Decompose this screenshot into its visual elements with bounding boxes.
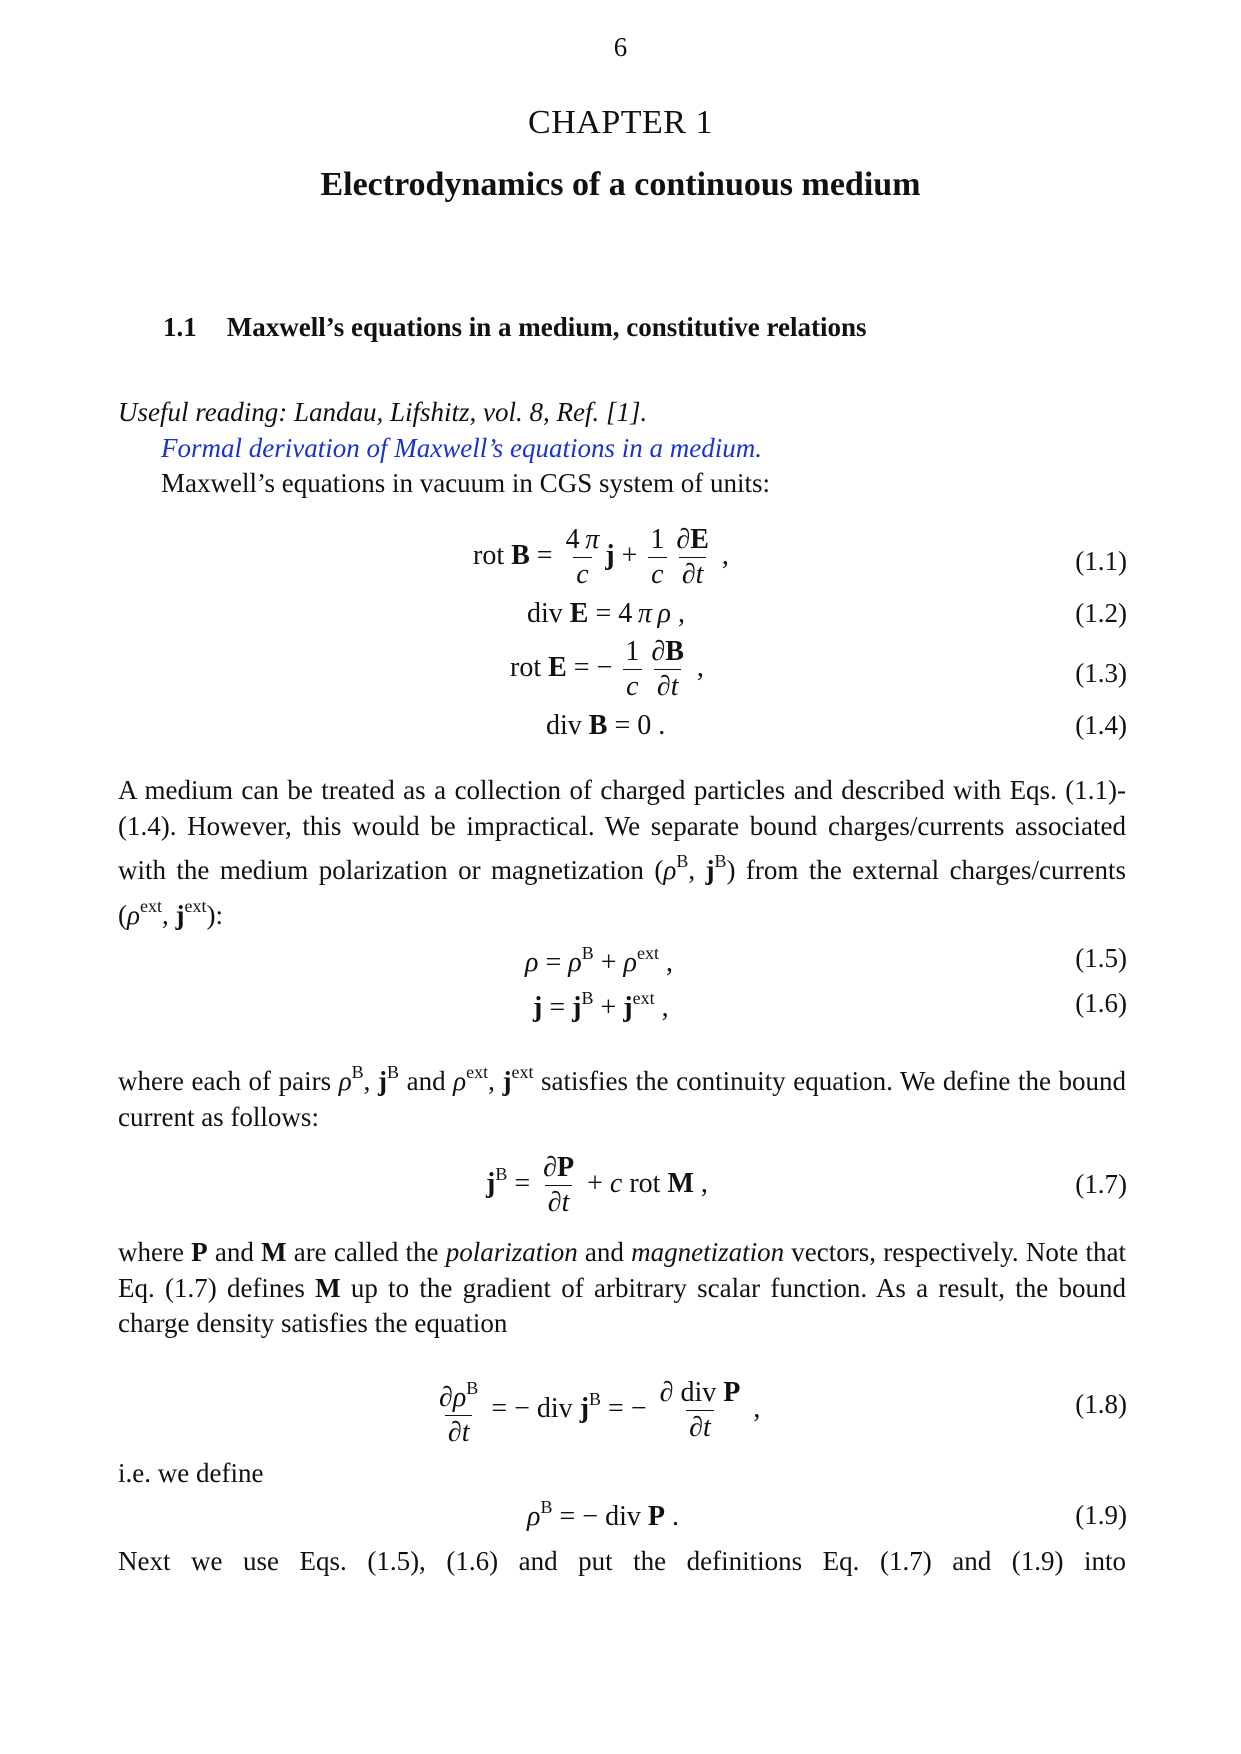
- chapter-label: CHAPTER 1: [528, 104, 713, 141]
- medium-text-a: A medium can be treated as a collection of charged particles and described with Eqs. (1.1)-(1.4). However, this would be impractical. We separate bound charges/currents associated with the medium polarization or magnetization (: [118, 775, 1126, 885]
- equation-1-8: $\frac{\partial\rho^B}{\partial t}$ = − div $j^B$ = − $\frac{\text{∂ div P}}{\partial t}$ ,: [439, 1377, 761, 1448]
- paragraph-polarization: where P and M are called the polarization and magnetization vectors, respectively. Note that Eq. (1.7) defines M up to the gradient of arbitrary scalar function. As a result, the bound charge density satisfies the equation: [118, 1237, 1127, 1338]
- intro-block: [118, 395, 1126, 502]
- derivation-link[interactable]: Formal derivation of Maxwell’s equations in a medium.: [161, 432, 762, 463]
- paragraph-continuity: where each of pairs $\rho^B$, $j^B$ and $\rho^{ext}$, $j^{ext}$ satisfies the continuity equation. We define the bound current as follows:: [118, 1062, 1126, 1132]
- pm-text-d: up to the gradient of arbitrary scalar function. As a result, the bound charge density satisfies the equation: [118, 1272, 1126, 1338]
- pm-text-a: where: [118, 1237, 192, 1267]
- equation-1-7: $j^B$ = $\frac{\partial P}{\partial t}$ + c rot M ,: [486, 1152, 708, 1218]
- section-title: Maxwell’s equations in a medium, constitutive relations: [226, 312, 867, 342]
- equation-number: (1.9): [1075, 1500, 1127, 1530]
- pm-text-c: vectors, respectively. Note that Eq. (1.7) defines: [118, 1237, 1127, 1303]
- equation-1-9: $\rho^B$ = − div P .: [527, 1497, 679, 1532]
- pm-text-and2: and: [577, 1237, 632, 1267]
- equation-number: (1.2): [1075, 598, 1127, 628]
- equation-number: (1.5): [1075, 943, 1127, 973]
- equation-number: (1.1): [1075, 546, 1127, 576]
- useful-reading: Useful reading: Landau, Lifshitz, vol. 8, Ref. [1].: [118, 397, 648, 427]
- section-number: 1.1: [163, 312, 197, 342]
- polarization-term: polarization: [445, 1237, 578, 1267]
- pm-text-b: are called the: [286, 1237, 446, 1267]
- page-number: 6: [613, 32, 628, 62]
- define-text: i.e. we define: [118, 1458, 264, 1488]
- chapter-title: Electrodynamics of a continuous medium: [320, 166, 921, 203]
- vacuum-intro: Maxwell’s equations in vacuum in CGS system of units:: [161, 468, 770, 498]
- equation-1-3: rot E = − $\frac{1}{c}$ $\frac{\partial B}{\partial t}$ ,: [510, 636, 704, 702]
- equation-number: (1.7): [1075, 1169, 1127, 1199]
- equation-1-5: $\rho = \rho^B + \rho^{ext}$ ,: [525, 943, 673, 978]
- section-heading: [163, 312, 867, 343]
- paragraph-medium: A medium can be treated as a collection of charged particles and described with Eqs. (1.1)-(1.4). However, this would be impractical. We separate bound charges/currents associated with the medium polarization or magnetization ($\rho^B$, $j^B$) from the external charges/currents ($\rho^{ext}$, $j^{ext}$):: [118, 775, 1126, 930]
- equation-1-6: $j = j^B + j^{ext}$ ,: [533, 988, 669, 1023]
- paragraph-next: Next we use Eqs. (1.5), (1.6) and put the definitions Eq. (1.7) and (1.9) into: [118, 1546, 1126, 1576]
- equation-number: (1.8): [1075, 1389, 1127, 1419]
- pairs-text-a: where each of pairs: [118, 1066, 339, 1096]
- equation-1-4: div B = 0 .: [546, 710, 666, 741]
- equation-1-2: div E = 4 π ρ ,: [527, 598, 685, 629]
- pairs-text-and: and: [399, 1066, 454, 1096]
- medium-text-b: ) from the external charges/currents (: [118, 855, 1126, 930]
- equation-1-1: rot B = $\frac{4 \pi}{c}$ j + $\frac{1}{c}$ $\frac{\partial E}{\partial t}$ ,: [473, 524, 729, 590]
- magnetization-term: magnetization: [631, 1237, 785, 1267]
- equation-number: (1.3): [1075, 658, 1127, 688]
- equation-number: (1.6): [1075, 988, 1127, 1018]
- pairs-text-b: satisfies the continuity equation. We define the bound current as follows:: [118, 1066, 1126, 1132]
- medium-text-c: ):: [206, 899, 223, 930]
- pm-text-and1: and: [207, 1237, 262, 1267]
- equation-number: (1.4): [1075, 710, 1127, 740]
